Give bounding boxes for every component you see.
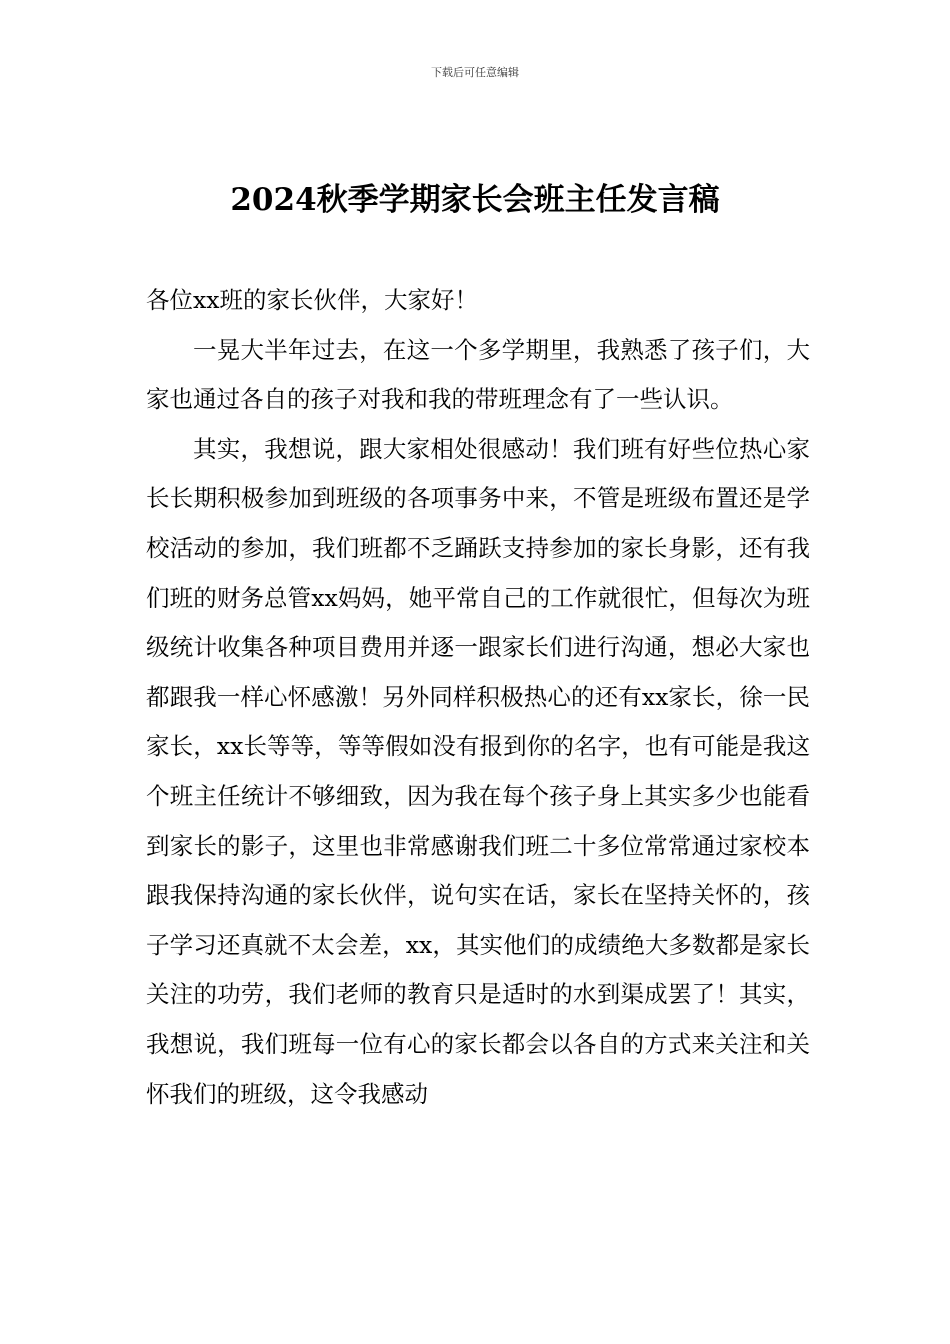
- page-header-note: 下载后可任意编辑: [431, 66, 519, 79]
- document-body: [146, 276, 810, 1119]
- greeting-line: 各位xx班的家长伙伴，大家好！: [146, 286, 479, 314]
- document-title: 2024秋季学期家长会班主任发言稿: [230, 182, 720, 218]
- paragraph-2: 其实，我想说，跟大家相处很感动！我们班有好些位热心家长长期积极参加到班级的各项事务中来，不管是班级布置还是学校活动的参加，我们班都不乏踊跃支持参加的家长身影，还有我们班的财务总管xx妈妈，她平常自己的工作就很忙，但每次为班级统计收集各种项目费用并逐一跟家长们进行沟通，想必大家也都跟我一样心怀感激！另外同样积极热心的还有xx家长，徐一民家长，xx长等等，等等假如没有报到你的名字，也有可能是我这个班主任统计不够细致，因为我在每个孩子身上其实多少也能看到家长的影子，这里也非常感谢我们班二十多位常常通过家校本跟我保持沟通的家长伙伴，说句实在话，家长在坚持关怀的，孩子学习还真就不太会差，xx，其实他们的成绩绝大多数都是家长关注的功劳，我们老师的教育只是适时的水到渠成罢了！其实，我想说，我们班每一位有心的家长都会以各自的方式来关注和关怀我们的班级，这令我感动: [146, 434, 810, 1108]
- paragraph-1: 一晃大半年过去，在这一个多学期里，我熟悉了孩子们，大家也通过各自的孩子对我和我的带班理念有了一些认识。: [146, 335, 810, 414]
